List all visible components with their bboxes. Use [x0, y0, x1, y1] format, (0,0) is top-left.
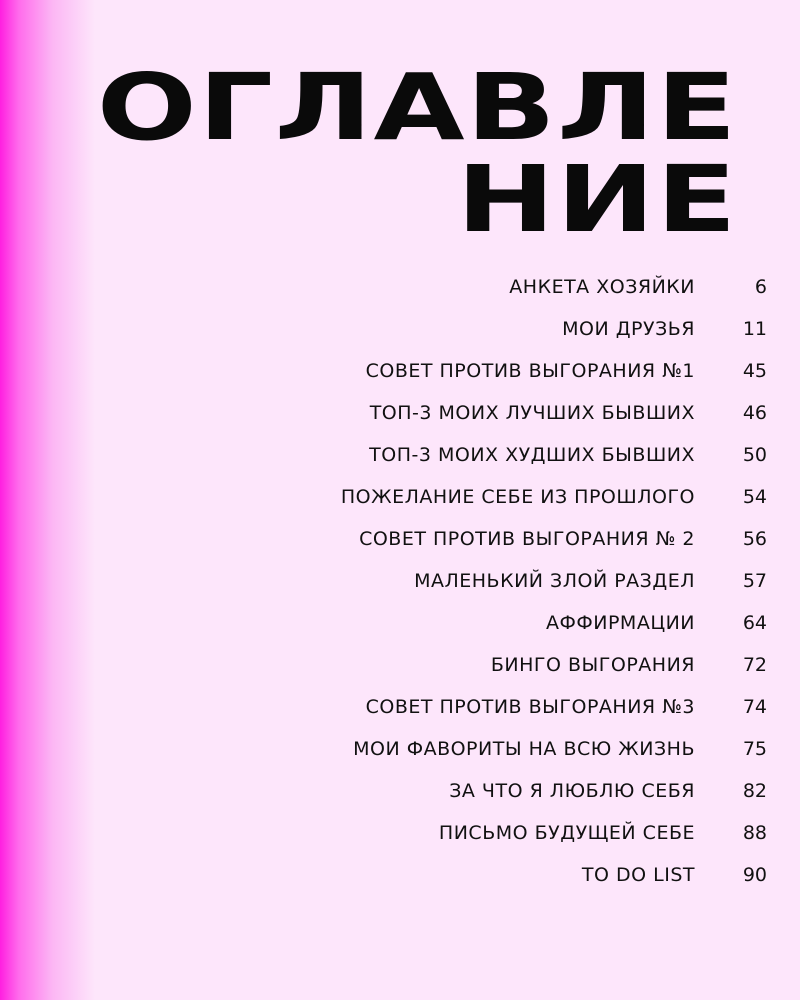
- page-title-line-1: ОГЛАВЛЕ: [96, 54, 738, 161]
- toc-item-label: АНКЕТА ХОЗЯЙКИ: [509, 276, 695, 298]
- page-title-line-2: НИЕ: [456, 146, 738, 253]
- toc-item-page: 64: [742, 612, 767, 634]
- toc-item-page: 50: [742, 444, 767, 466]
- toc-item[interactable]: [135, 266, 767, 308]
- toc-item[interactable]: [135, 770, 767, 812]
- toc-item-page: 82: [742, 780, 767, 802]
- toc-item[interactable]: [135, 350, 767, 392]
- toc-item-label: МОИ ФАВОРИТЫ НА ВСЮ ЖИЗНЬ: [353, 738, 695, 760]
- toc-item[interactable]: [135, 728, 767, 770]
- toc-item[interactable]: [135, 392, 767, 434]
- toc-item-page: 72: [742, 654, 767, 676]
- toc-item-label: ПОЖЕЛАНИЕ СЕБЕ ИЗ ПРОШЛОГО: [340, 486, 695, 508]
- toc-item-label: ТОП-3 МОИХ ХУДШИХ БЫВШИХ: [369, 444, 695, 466]
- toc-item[interactable]: [135, 560, 767, 602]
- toc-item-page: 6: [754, 276, 767, 298]
- toc-item[interactable]: [135, 476, 767, 518]
- toc-item-page: 45: [742, 360, 767, 382]
- toc-item-page: 54: [742, 486, 767, 508]
- toc-item[interactable]: [135, 812, 767, 854]
- toc-item-label: СОВЕТ ПРОТИВ ВЫГОРАНИЯ № 2: [359, 528, 695, 550]
- page-title: [96, 54, 738, 253]
- toc-item-label: ТОП-3 МОИХ ЛУЧШИХ БЫВШИХ: [369, 402, 695, 424]
- toc-item-label: СОВЕТ ПРОТИВ ВЫГОРАНИЯ №1: [365, 360, 695, 382]
- toc-item-page: 90: [742, 864, 767, 886]
- toc-item-label: TO DO LIST: [581, 864, 695, 886]
- toc-item-label: БИНГО ВЫГОРАНИЯ: [490, 654, 695, 676]
- toc-item-label: АФФИРМАЦИИ: [546, 612, 695, 634]
- toc-item-label: МОИ ДРУЗЬЯ: [562, 318, 695, 340]
- toc-item-page: 11: [742, 318, 767, 340]
- toc-item-page: 75: [742, 738, 767, 760]
- table-of-contents: [135, 266, 767, 896]
- toc-item-page: 56: [742, 528, 767, 550]
- toc-item-label: МАЛЕНЬКИЙ ЗЛОЙ РАЗДЕЛ: [414, 570, 695, 592]
- toc-item-label: ПИСЬМО БУДУЩЕЙ СЕБЕ: [438, 822, 695, 844]
- toc-item-label: ЗА ЧТО Я ЛЮБЛЮ СЕБЯ: [449, 780, 695, 802]
- toc-item-page: 88: [742, 822, 767, 844]
- toc-item[interactable]: [135, 308, 767, 350]
- toc-item[interactable]: [135, 854, 767, 896]
- toc-item[interactable]: [135, 686, 767, 728]
- toc-item-page: 57: [742, 570, 767, 592]
- toc-item[interactable]: [135, 644, 767, 686]
- toc-item[interactable]: [135, 518, 767, 560]
- toc-item[interactable]: [135, 602, 767, 644]
- toc-item-page: 74: [742, 696, 767, 718]
- toc-item-page: 46: [742, 402, 767, 424]
- left-edge-gradient: [0, 0, 95, 1000]
- toc-item[interactable]: [135, 434, 767, 476]
- toc-item-label: СОВЕТ ПРОТИВ ВЫГОРАНИЯ №3: [365, 696, 695, 718]
